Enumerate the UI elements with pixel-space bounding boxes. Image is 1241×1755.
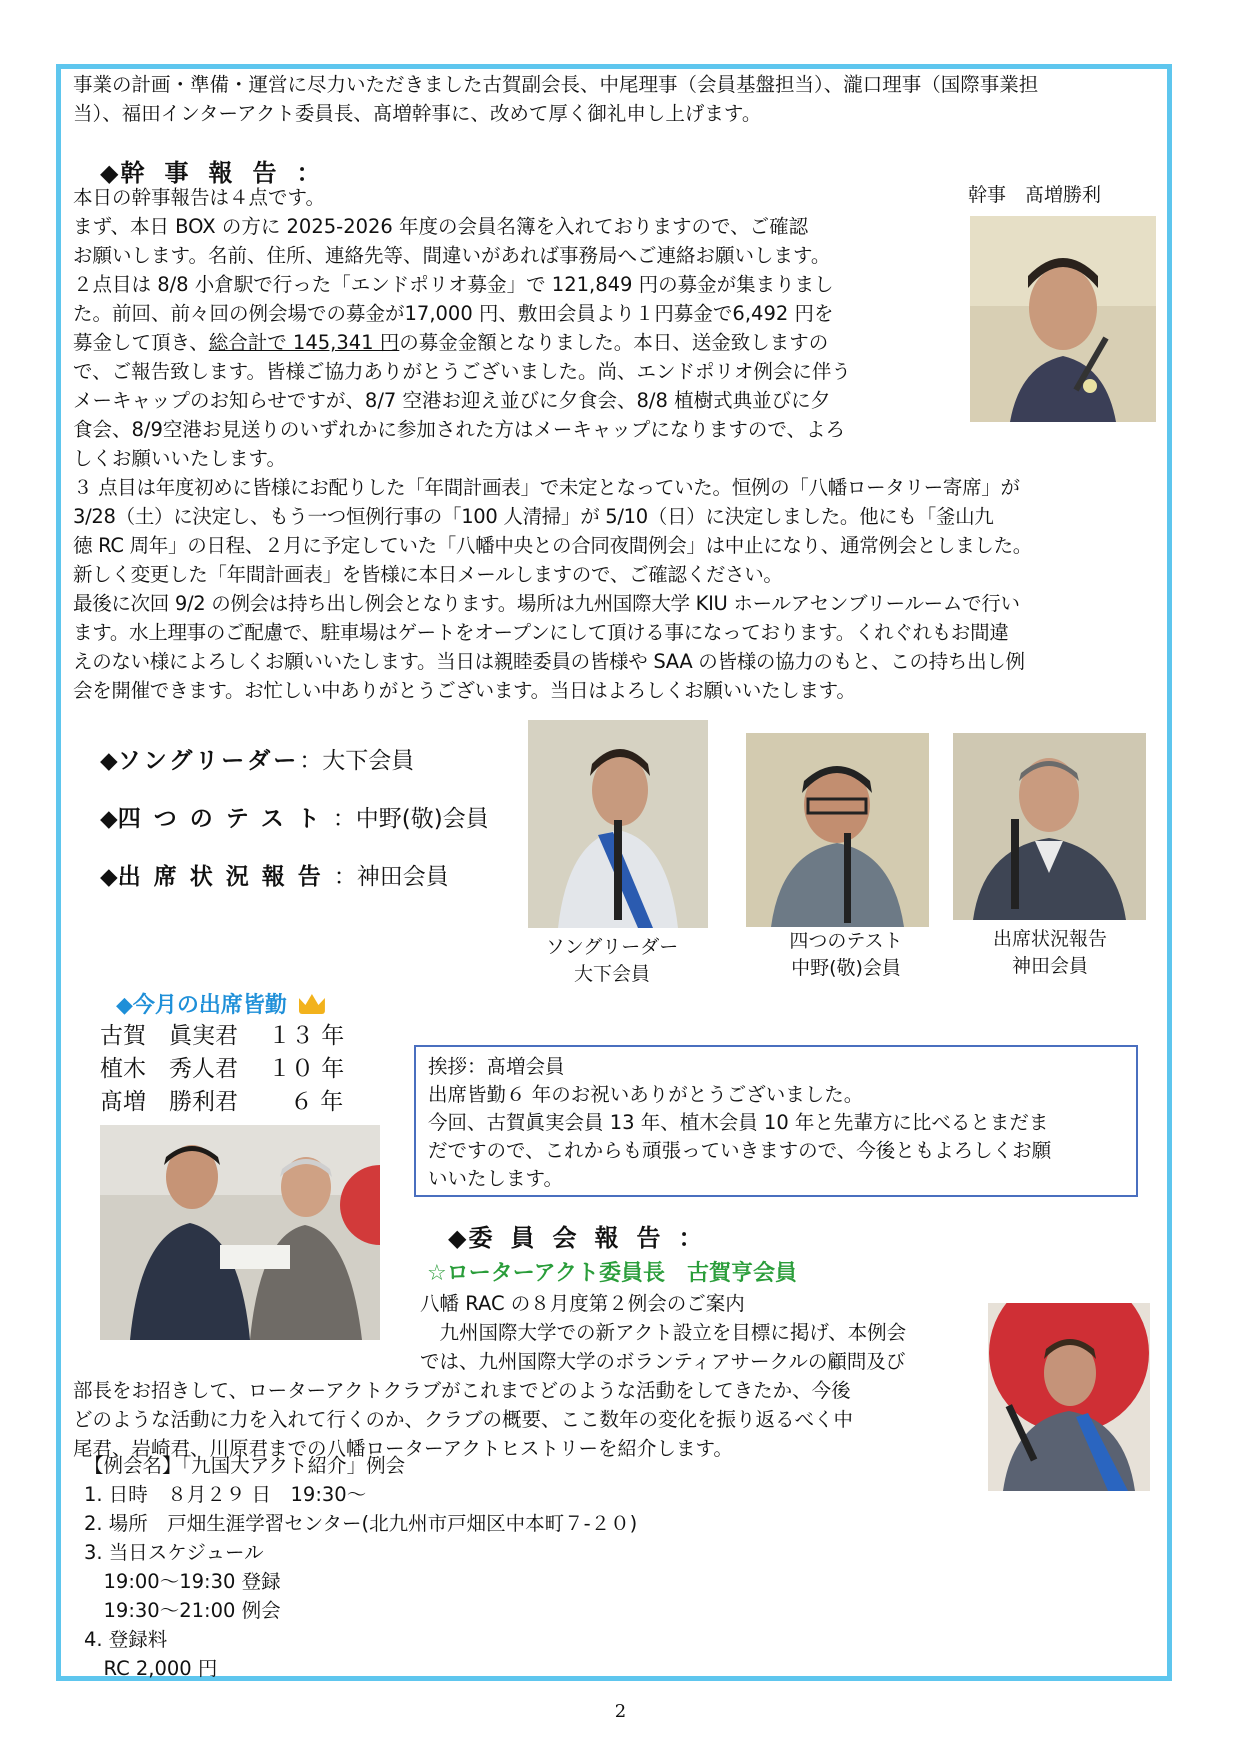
role-attendance-report [100, 848, 489, 906]
greeting-line: だですので、これからも頑張っていきますので、今後ともよろしくお願 [428, 1139, 1052, 1162]
role-mark: ◆ [100, 864, 118, 890]
greeting-line: いいたします。 [428, 1167, 563, 1190]
greeting-box [414, 1045, 1138, 1197]
caption-line: 四つのテスト [789, 930, 903, 952]
caption-line: 出席状況報告 [992, 928, 1107, 950]
role-label: 四つのテスト [117, 806, 333, 832]
heading-label: 委員会報告 [468, 1224, 679, 1252]
role-sep: ： [299, 748, 323, 774]
intro-text [73, 70, 1163, 128]
report-line [73, 328, 958, 357]
greeting-line: 今回、古賀眞実会員 13 年、植木会員 10 年と先輩方に比べるとまだま [428, 1111, 1049, 1134]
secretary-photo [970, 216, 1156, 422]
role-song-leader [100, 732, 489, 790]
rotaract-chair-photo [988, 1303, 1150, 1491]
attendance-list [100, 1020, 344, 1119]
four-way-test-photo [746, 733, 929, 927]
crown-icon [299, 994, 325, 1014]
report-line: た。前回、前々回の例会場での募金が17,000 円、敷田会員より１円募金で6,492 円を [73, 302, 834, 325]
attendance-years: １３ 年 [268, 1023, 345, 1049]
report-line: 徳 RC 周年」の日程、２月に予定していた「八幡中央との合同夜間例会」は中止になり、通常例会としました。 [73, 534, 1032, 557]
rotaract-line: 八幡 RAC の８月度第２例会のご案内 [420, 1292, 745, 1315]
attendance-years: ６ 年 [290, 1089, 344, 1115]
committee-heading [448, 1218, 704, 1253]
detail-line: 19:30～21:00 例会 [84, 1599, 281, 1622]
attendance-years: １０ 年 [268, 1056, 345, 1082]
attendance-row [100, 1020, 344, 1053]
heading-label: 幹事報告 [120, 159, 297, 187]
role-four-way-test [100, 790, 489, 848]
report-line: メーキャップのお知らせですが、8/7 空港お迎え並びに夕食会、8/8 植樹式典並びに夕 [73, 389, 831, 412]
detail-line: RC 2,000 円 [84, 1657, 218, 1680]
attendance-name: 髙増 勝利君 [100, 1089, 238, 1115]
donation-total: 総合計で 145,341 円 [208, 331, 400, 354]
greeting-line: 挨拶：髙増会員 [428, 1055, 565, 1078]
report-line: 本日の幹事報告は４点です。 [73, 186, 325, 209]
detail-line: 2. 場所 戸畑生涯学習センター(北九州市戸畑区中本町７-２０) [84, 1512, 638, 1535]
detail-line: 19:00～19:30 登録 [84, 1570, 281, 1593]
caption-line: ソングリーダー [545, 936, 679, 958]
rotaract-intro-narrow [420, 1289, 950, 1376]
detail-line: 4. 登録料 [84, 1628, 168, 1651]
report-text: 募金して頂き、 [73, 331, 209, 354]
role-value: 大下会員 [322, 748, 415, 774]
role-mark: ◆ [100, 806, 118, 832]
report-line: 新しく変更した「年間計画表」を皆様に本日メールしますので、ご確認ください。 [73, 563, 783, 586]
attendance-name: 植木 秀人君 [100, 1056, 238, 1082]
detail-line: 1. 日時 ８月２９ 日 19:30～ [84, 1483, 367, 1506]
role-mark: ◆ [100, 748, 118, 774]
rotaract-line: 九州国際大学での新アクト設立を目標に掲げ、本例会 [420, 1321, 907, 1344]
report-line: ３ 点目は年度初めに皆様にお配りした「年間計画表」で未定となっていた。恒例の「八幡ロータリー寄席」が [73, 476, 1020, 499]
secretary-report-full [73, 473, 1168, 705]
rotaract-line: では、九州国際大学のボランティアサークルの顧問及び [420, 1350, 906, 1373]
report-line: えのない様によろしくお願いいたします。当日は親睦委員の皆様や SAA の皆様の協力のもと、この持ち出し例 [73, 650, 1025, 673]
role-value: 神田会員 [356, 864, 449, 890]
rotaract-subheading: ☆ローターアクト委員長 古賀亨会員 [427, 1261, 797, 1286]
rotaract-line: どのような活動に力を入れて行くのか、クラブの概要、ここ数年の変化を振り返るべく中 [73, 1408, 854, 1431]
report-line: まず、本日 BOX の方に 2025-2026 年度の会員名簿を入れておりますので、ご確認 [73, 215, 809, 238]
attendance-report-caption [950, 926, 1150, 980]
intro-line: 当）、福田インターアクト委員長、髙増幹事に、改めて厚く御礼申し上げます。 [73, 102, 762, 125]
heading-mark: ◆ [448, 1224, 469, 1252]
role-label: ソングリーダー [117, 748, 300, 774]
intro-line: 事業の計画・準備・運営に尽力いただきました古賀副会長、中尾理事（会員基盤担当）、瀧口理事（国際事業担 [73, 73, 1039, 96]
song-leader-caption [512, 934, 712, 988]
detail-line: 3. 当日スケジュール [84, 1541, 264, 1564]
heading-colon: ： [678, 1224, 705, 1252]
secretary-report [73, 183, 958, 473]
rotaract-intro-wide [73, 1376, 973, 1463]
rotaract-line: 部長をお招きして、ローターアクトクラブがこれまでどのような活動をしてきたか、今後 [73, 1379, 851, 1402]
page-number: 2 [614, 1701, 627, 1722]
report-text: の募金金額となりました。本日、送金致しますの [399, 331, 829, 354]
roles-list [100, 732, 489, 906]
report-line: 食会、8/9空港お見送りのいずれかに参加された方はメーキャップになりますので、よろ [73, 418, 845, 441]
report-line: 最後に次回 9/2 の例会は持ち出し例会となります。場所は九州国際大学 KIU ホールアセンブリールームで行い [73, 592, 1020, 615]
caption-line: 大下会員 [573, 963, 650, 985]
role-label: 出席状況報告 [117, 864, 334, 890]
greeting-line: 出席皆勤６ 年のお祝いありがとうございました。 [428, 1083, 864, 1106]
caption-line: 神田会員 [1011, 955, 1088, 977]
role-sep: ： [333, 864, 357, 890]
report-line: ます。水上理事のご配慮で、駐車場はゲートをオープンにして頂ける事になっております。くれぐれもお間違 [73, 621, 1009, 644]
report-line: お願いします。名前、住所、連絡先等、間違いがあれば事務局へご連絡お願いします。 [73, 244, 831, 267]
attendance-report-photo [953, 733, 1146, 920]
attendance-heading [116, 988, 325, 1019]
heading-colon: ： [296, 159, 323, 187]
attendance-row [100, 1053, 344, 1086]
detail-line: 【例会名】「九国大アクト紹介」例会 [84, 1454, 406, 1477]
attendance-row [100, 1086, 344, 1119]
attendance-name: 古賀 眞実君 [100, 1023, 238, 1049]
report-line: ２点目は 8/8 小倉駅で行った「エンドポリオ募金」で 121,849 円の募金が集まりまし [73, 273, 834, 296]
caption-line: 中野(敬)会員 [791, 957, 901, 979]
report-line: 会を開催できます。お忙しい中ありがとうございます。当日はよろしくお願いいたします。 [73, 679, 856, 702]
report-line: しくお願いいたします。 [73, 447, 286, 470]
attendance-award-photo [100, 1125, 380, 1340]
attendance-heading-text: ◆今月の出席皆勤 [116, 993, 287, 1018]
rotaract-details [84, 1451, 984, 1683]
role-sep: ： [332, 806, 356, 832]
report-line: 3/28（土）に決定し、もう一つ恒例行事の「100 人清掃」が 5/10（日）に決定しました。他にも「釜山九 [73, 505, 994, 528]
secretary-photo-caption: 幹事 髙増勝利 [968, 184, 1102, 206]
song-leader-photo [528, 720, 708, 928]
four-way-test-caption [746, 928, 946, 982]
rotaract-line: 尾君、岩崎君、川原君までの八幡ローターアクトヒストリーを紹介します。 [73, 1437, 733, 1460]
role-value: 中野(敬)会員 [355, 806, 489, 832]
heading-mark: ◆ [100, 159, 121, 187]
report-line: で、ご報告致します。皆様ご協力ありがとうございました。尚、エンドポリオ例会に伴う [73, 360, 851, 383]
